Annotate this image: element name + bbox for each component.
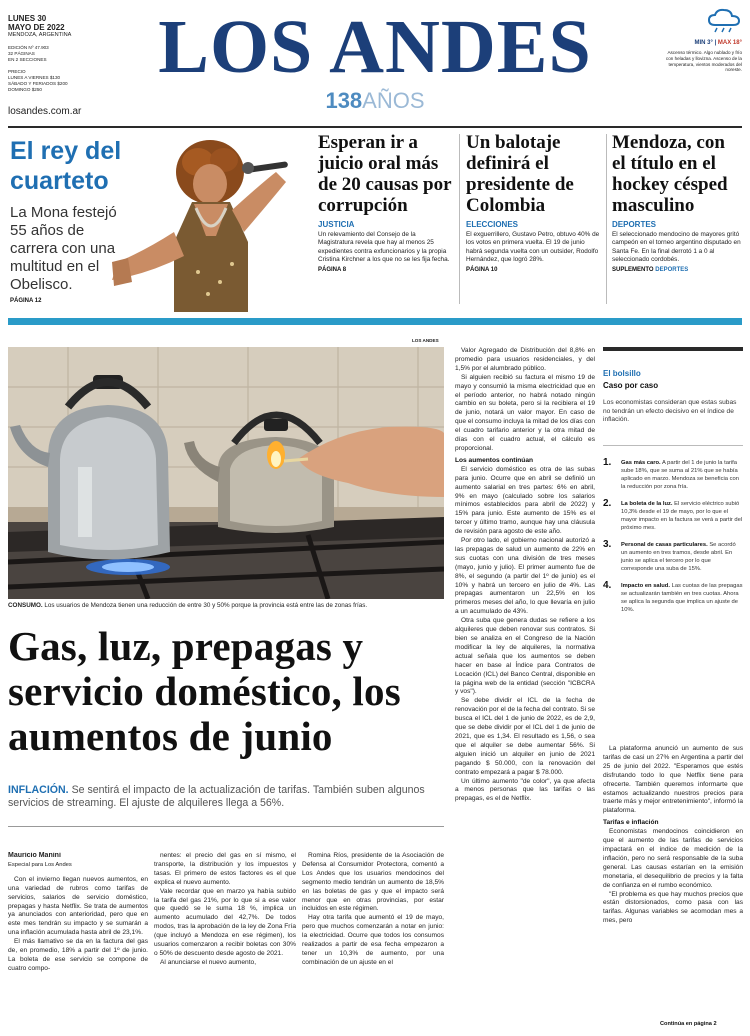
paragraph: El más llamativo se da en la factura del gas de, en promedio, 18% a partir del 1º de junio. La boleta de ese servicio se compone de cuatro compo- — [8, 938, 148, 972]
paragraph: El servicio doméstico es otra de las subas para junio. Ocurre que en abril se definió un aumento salarial en tres partes: 6% en abril, 9% en mayo (calculado sobre los salarios mínimos establecidos para abril de 2022) y 15% para junio. Este aumento de 15% es el tercer y último tramo, aunque hay una cláusula de revisión para agosto de este año. — [455, 465, 595, 536]
author-name: Mauricio Manini — [8, 852, 61, 859]
story-deportes[interactable] — [612, 132, 742, 312]
weather-max: MAX 18° — [717, 39, 742, 46]
story-headline: Un balotaje definirá el presidente de Colombia — [466, 132, 574, 216]
price-weekday: LUNES A VIERNES $130 — [8, 75, 61, 81]
deck-text: Se sentirá el impacto de la actualización de tarifas. También suben algunos servicios de streaming. El ajuste de alquileres llega a 56%. — [8, 784, 425, 809]
paragraph: Otra suba que genera dudas se refiere a los alquileres que deben renovar sus contratos. Si bien se analiza en el Congreso de la Nación modificar la ley de alquileres, la normativa actual señala que los aumentos se deben hacer en base al Índice para Contratos de Locación (ICL) del Banco Central, disponible en la página web de la entidad (sección "ICBCRA y vos"). — [455, 617, 595, 696]
list-item — [603, 541, 743, 573]
section-divider-bar — [8, 318, 742, 325]
deck-rule — [8, 826, 444, 827]
city: MENDOZA, ARGENTINA — [8, 32, 72, 39]
paragraph: Si alguien recibió su factura el mismo 19 de mayo y consumió la misma electricidad que en el período anterior, no habrá notado ningún cambio en su boleta, pero si la recibiera el 19 de junio, notará un valor mayor. En caso de que el consumo incluya la mitad de los días con el cuadro tarifario anterior y la otra mitad de días con el cuadro actual, el cálculo es proporcional. — [455, 373, 595, 452]
paragraph: nentes: el precio del gas en sí mismo, el transporte, la distribución y los impuestos y tasas. El primero de estos factores es el que explica el nuevo aumento. — [154, 852, 296, 886]
masthead-rule — [8, 126, 742, 128]
feature-page: PÁGINA 12 — [10, 298, 42, 304]
paragraph: Se debe dividir el ICL de la fecha de renovación por el de la fecha del contrato. Si se busca el ICL del 1 de junio de 2022, es de 2,9, que se debe dividir por el ICL del 1 de junio de 2021, que es 1,34. El resultado es 1,56, o sea que el alquiler se debe aumentar 56%. Si alguien inició un alquiler en junio de 2021 pagando $ 50.000, con la renovación del contrato empezará a pagar $ 78.000. — [455, 697, 595, 776]
story-page — [612, 267, 742, 273]
story-justicia[interactable] — [318, 132, 452, 312]
item-number: 2. — [603, 498, 612, 509]
paragraph: Con el invierno llegan nuevos aumentos, en una variedad de rubros como tarifas de servicios, salarios de servicio doméstico, prepagas y hasta Netflix. Se trata de aumentos ya anunciados con anterioridad, pero que en este mes tendrán su impacto y se sumarán a una inflación acumulada hasta abril de 23,1%. — [8, 875, 148, 937]
edition-number: EDICIÓN Nº 47.903 — [8, 45, 49, 51]
item-label: Impacto en salud. — [621, 583, 670, 589]
lead-column-5 — [603, 745, 743, 1017]
sidebar-list — [603, 459, 743, 623]
lead-column-2 — [154, 852, 296, 1032]
story-kicker: DEPORTES — [612, 220, 657, 229]
story-page-label: SUPLEMENTO — [612, 267, 654, 274]
deck-label: INFLACIÓN. — [8, 784, 69, 796]
feature-title: El rey del cuarteto — [10, 137, 122, 195]
story-headline: Esperan ir a juicio oral más de 20 causas por corrupción — [318, 132, 452, 216]
price-sunday: DOMINGO $250 — [8, 87, 42, 93]
column-divider — [606, 134, 607, 304]
photo-credit: LOS ANDES — [412, 338, 439, 343]
website-link[interactable]: losandes.com.ar — [8, 106, 82, 117]
item-number: 4. — [603, 580, 612, 591]
sidebar-title: El bolsillo — [603, 369, 641, 378]
lead-deck — [8, 784, 438, 810]
item-text: El servicio eléctrico subió 10,3% desde el 19 de mayo, por lo que el mayor impacto en la factura se verá a partir del próximo mes. — [621, 501, 743, 531]
sidebar-subtitle: Caso por caso — [603, 381, 659, 390]
item-text: Se acordó un aumento en tres tramos, desde abril. En junio se aplica el tercero por lo que corresponde una suba de 15%. — [621, 542, 736, 572]
caption-text: Los usuarios de Mendoza tienen una reducción de entre 30 y 50% porque la provincia está entre las de zonas frías. — [44, 602, 368, 609]
paragraph: La plataforma anunció un aumento de sus tarifas de casi un 27% en Argentina a partir del 25 de junio del 2022. "Esperamos que estés disfrutando todo lo que Netflix tiene para ofrecerte. También queremos informarte que estamos actualizando nuestros precios para traerte más y mejor entretenimiento", informó la plataforma. — [603, 745, 743, 815]
paragraph: Hay otra tarifa que aumentó el 19 de mayo, pero que muchos comenzarán a notar en junio: la electricidad. Ocurre que todos los consumos realizados a partir de esa fecha empezaron a tener un 10,3% de aumento, por una combinación de un ajuste en el — [302, 914, 444, 966]
top-strip — [8, 132, 742, 318]
weather-box: MIN 3° | MAX 18° Ascenso térmico. Algo nublado y frío con heladas y llovizna. Ascenso de la temperatura, vientos moderados del noreste. — [662, 8, 742, 73]
sidebar-intro: Los economistas consideran que estas subas no tendrán un efecto decisivo en el índice de inflación. — [603, 399, 737, 424]
list-item — [603, 459, 743, 491]
item-label: La boleta de la luz. — [621, 501, 673, 507]
page-count: 32 PÁGINAS — [8, 51, 35, 57]
item-number: 1. — [603, 457, 612, 468]
story-summary: Un relevamiento del Consejo de la Magistratura revela que hay al menos 25 expedientes contra exfuncionarios y la propia Cristina Kirchner a los que no se les fija fecha. — [318, 231, 450, 263]
story-page-suffix: DEPORTES — [655, 267, 689, 274]
paragraph: Por otro lado, el gobierno nacional autorizó a las prepagas de salud un aumento de 22% en sus cuotas con una división de tres meses (mayo, junio y julio). El primer aumento fue de 8%, el segundo (a partir del 1º de junio) es el 10% y habrá un tercero en julio de 4%. Las prepagas aumentaron un 22,5% en los primeros meses del año, lo que llevaría en julio a un acumulado de 43%. — [455, 537, 595, 616]
sidebar-top-rule — [603, 347, 743, 351]
date-line2: MAYO DE 2022 — [8, 23, 65, 33]
story-summary: El seleccionado mendocino de mayores gritó campeón en el torneo argentino disputado en Santa Fe. En la final derrotó 1 a 0 al seleccionado cordobés. — [612, 231, 741, 263]
newspaper-logo: LOS ANDES — [158, 5, 592, 89]
paragraph: Un último aumento "de color", ya que afecta a menos personas que las tarifas o las prepagas, es el de Netflix. — [455, 777, 595, 803]
anniversary-number: 138 — [325, 88, 363, 113]
lead-column-3 — [302, 852, 444, 1032]
paragraph: Economistas mendocinos coincidieron en que el aumento de las tarifas de servicios impactará en el índice de medición de la inflación, pero no será responsable de la suba general. Las causas estarían en la emisión monetaria, el desequilibrio de precios y la falta de confianza en el rumbo económico. — [603, 828, 743, 889]
section-count: EN 2 SECCIONES — [8, 57, 47, 63]
kettle-photo — [8, 347, 444, 599]
lead-column-1 — [8, 852, 148, 1032]
lead-column-4 — [455, 347, 595, 1032]
lead-headline[interactable]: Gas, luz, prepagas y servicio doméstico, los aumentos de junio — [8, 623, 401, 759]
anniversary-word: AÑOS — [362, 88, 425, 113]
story-kicker: ELECCIONES — [466, 220, 519, 229]
edition-info — [8, 14, 108, 117]
cloud-rain-icon — [698, 8, 742, 36]
list-item — [603, 500, 743, 532]
subheading: Los aumentos continúan — [455, 456, 534, 464]
author-role: Especial para Los Andes — [8, 861, 72, 868]
weather-min: MIN 3° — [694, 39, 713, 46]
sidebar-rule — [603, 445, 743, 446]
paragraph: Al anunciarse el nuevo aumento, — [160, 958, 257, 966]
photo-caption — [8, 602, 444, 610]
item-text: Las cuotas de las prepagas se actualizarán también en tres cuotas. Ahora se aplica la segunda que implica un ajuste de 10%. — [621, 583, 743, 613]
story-headline: Mendoza, con el título en el hockey césped masculino — [612, 132, 728, 216]
caption-label: CONSUMO. — [8, 602, 43, 609]
paragraph: Valor Agregado de Distribución del 8,8% en promedio para usuarios residenciales, y del 1,5% por el alumbrado público. — [455, 347, 595, 372]
list-item — [603, 582, 743, 614]
subheading: Tarifas e inflación — [603, 819, 659, 827]
story-elecciones[interactable] — [466, 132, 600, 312]
item-label: Personal de casas particulares. — [621, 542, 708, 548]
paragraph: Vale recordar que en marzo ya había subido la tarifa del gas 21%, por lo que si a ese valor que quedó se le suma 18 %, implica un aumento acumulado del 42,7%. De todos modos, tras la aprobación de la ley de Zona Fría (que incluyó a Mendoza en ese régimen), los usuarios comenzaron a recibir boletas con 30% o 50% de descuento desde agosto de 2021. — [154, 887, 296, 957]
feature-summary: La Mona festejó 55 años de carrera con una multitud en el Obelisco. — [10, 204, 117, 293]
anniversary-badge — [110, 88, 640, 114]
date-line1: LUNES 30 — [8, 14, 47, 23]
story-summary: El exguerrillero, Gustavo Petro, obtuvo 40% de los votos en primera vuelta. El 19 de junio habrá segunda vuelta con un outsider, Rodolfo Hernández, que logró 28%. — [466, 231, 600, 263]
item-number: 3. — [603, 539, 612, 550]
paragraph: Romina Ríos, presidente de la Asociación de Defensa al Consumidor Protectora, comentó a Los Andes que los usuarios mendocinos del segmento medio tendrán un aumento de 18,5% en las boletas de gas y que el impacto será menor que en otras provincias, por estar incluidos en este régimen. — [302, 852, 444, 913]
price-label: PRECIO — [8, 69, 26, 75]
item-label: Gas más caro. — [621, 460, 661, 466]
sidebar-box — [603, 347, 743, 737]
feature-story[interactable] — [8, 132, 312, 312]
price-saturday: SÁBADO Y FERIADOS $200 — [8, 81, 68, 87]
story-kicker: JUSTICIA — [318, 220, 355, 229]
item-text: A partir del 1 de junio la tarifa sube 18%, que se suma al 21% que se había aplicado en marzo. Mendoza se beneficia con la reducción por zona fría. — [621, 460, 739, 490]
weather-text: Ascenso térmico. Algo nublado y frío con heladas y llovizna. Ascenso de la temperatura, vientos moderados del noreste. — [665, 50, 742, 73]
paragraph: "El problema es que hay muchos precios que están distorsionados, como pasa con las tarifas. Algunas variables se acomodan mes a mes, pero — [603, 890, 743, 925]
continued-link[interactable]: Continúa en página 2 — [660, 1021, 717, 1027]
story-page: PÁGINA 10 — [466, 267, 498, 274]
story-page: PÁGINA 8 — [318, 267, 347, 274]
masthead — [0, 0, 750, 128]
column-divider — [459, 134, 460, 304]
